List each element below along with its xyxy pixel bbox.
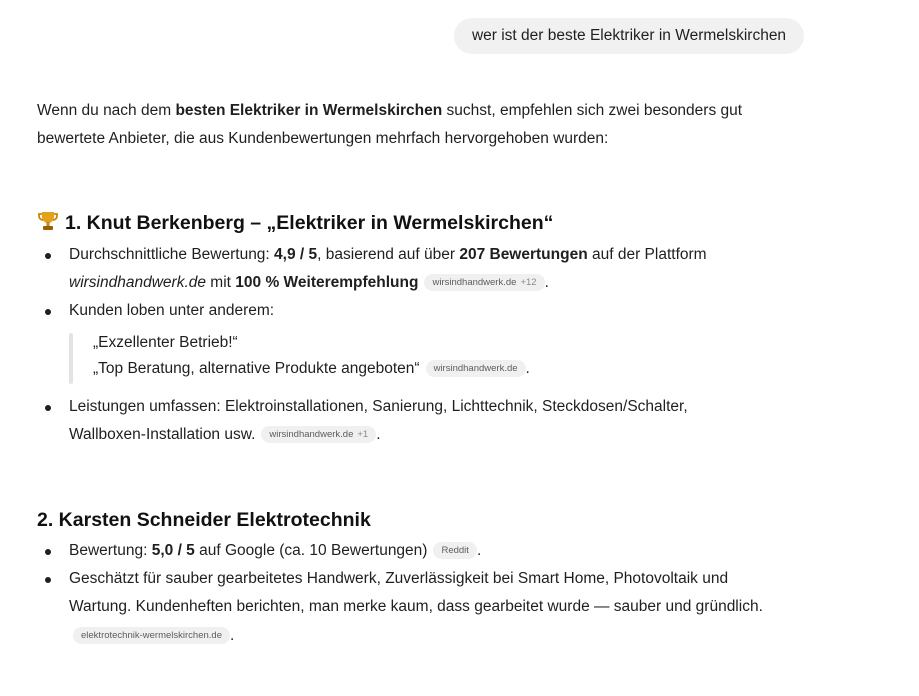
bullet-dot — [45, 253, 51, 259]
user-message-text: wer ist der beste Elektriker in Wermelskirchen — [471, 27, 787, 44]
section-2-heading — [37, 506, 371, 534]
quote-text: „Top Beratung, alternative Produkte angeboten“ — [93, 360, 420, 377]
s1-bullet-1-line-1 — [69, 241, 707, 269]
intro-line-2 — [37, 125, 608, 153]
quote-text: „Exzellenter Betrieb!“ — [93, 334, 238, 351]
period: . — [229, 627, 235, 644]
intro-bold: besten Elektriker in Wermelskirchen — [175, 102, 443, 119]
section-1-heading — [37, 209, 553, 240]
section-2-heading-text: 2. Karsten Schneider Elektrotechnik — [37, 509, 371, 531]
bullet-dot — [45, 549, 51, 555]
intro-text-rest: suchst, empfehlen sich zwei besonders gut — [442, 102, 743, 119]
text: auf der Plattform — [587, 246, 707, 263]
s1-bullet-3-line-1 — [69, 393, 688, 421]
period: . — [376, 426, 381, 443]
rating-value: 5,0 / 5 — [151, 542, 195, 559]
quote-line-2 — [93, 355, 530, 383]
source-chip-label: Reddit — [441, 545, 469, 556]
source-chip-count: +1 — [357, 429, 369, 440]
source-chip[interactable] — [424, 274, 544, 291]
s2-bullet-2-line-2 — [69, 593, 763, 621]
period: . — [525, 360, 530, 377]
bullet-dot — [45, 309, 51, 315]
source-chip-label: wirsindhandwerk.de — [269, 429, 354, 440]
text: Wartung. Kundenheften berichten, man merke kaum, dass gearbeitet wurde — sauber und gründlich. — [69, 598, 763, 615]
source-chip-label: elektrotechnik-wermelskirchen.de — [81, 630, 222, 641]
text: Wallboxen-Installation usw. — [69, 426, 256, 443]
bullet-dot — [45, 577, 51, 583]
period: . — [476, 542, 482, 559]
section-1-heading-text: 1. Knut Berkenberg – „Elektriker in Wermelskirchen“ — [65, 212, 554, 234]
recommendation-rate: 100 % Weiterempfehlung — [235, 274, 419, 291]
text: Leistungen umfassen: Elektroinstallationen, Sanierung, Lichttechnik, Steckdosen/Schalter, — [69, 398, 688, 415]
bullet-dot — [45, 405, 51, 411]
rating-value: 4,9 / 5 — [274, 246, 318, 263]
source-chip-label: wirsindhandwerk.de — [433, 363, 518, 374]
user-message-bubble — [454, 18, 804, 54]
source-chip[interactable] — [261, 426, 376, 443]
text: mit — [206, 274, 236, 291]
text: , basierend auf über — [317, 246, 460, 263]
s2-bullet-1 — [69, 537, 481, 565]
s1-bullet-1-line-2 — [69, 269, 549, 297]
s2-bullet-2-line-1 — [69, 565, 728, 593]
quote-line-1 — [93, 331, 238, 355]
text: Bewertung: — [69, 542, 152, 559]
s1-bullet-2 — [69, 297, 274, 325]
review-count: 207 Bewertungen — [459, 246, 588, 263]
source-chip[interactable] — [426, 360, 526, 377]
text: Kunden loben unter anderem: — [69, 302, 275, 319]
blockquote-bar — [69, 333, 73, 384]
text: auf Google (ca. 10 Bewertungen) — [194, 542, 428, 559]
trophy-icon — [37, 210, 59, 240]
intro-text-line2: bewertete Anbieter, die aus Kundenbewertungen mehrfach hervorgehoben wurden: — [37, 130, 609, 147]
period: . — [544, 274, 549, 291]
s1-bullet-3-line-2 — [69, 421, 381, 449]
intro-line-1 — [37, 97, 742, 125]
source-chip-count: +12 — [520, 277, 537, 288]
source-chip[interactable] — [433, 542, 476, 559]
s2-bullet-2-line-3 — [69, 622, 234, 650]
text: Geschätzt für sauber gearbeitetes Handwerk, Zuverlässigkeit bei Smart Home, Photovoltaik und — [69, 570, 729, 587]
source-chip-label: wirsindhandwerk.de — [432, 277, 517, 288]
text: Durchschnittliche Bewertung: — [69, 246, 275, 263]
platform-name: wirsindhandwerk.de — [69, 274, 206, 291]
intro-text: Wenn du nach dem — [37, 102, 176, 119]
source-chip[interactable] — [73, 627, 230, 644]
